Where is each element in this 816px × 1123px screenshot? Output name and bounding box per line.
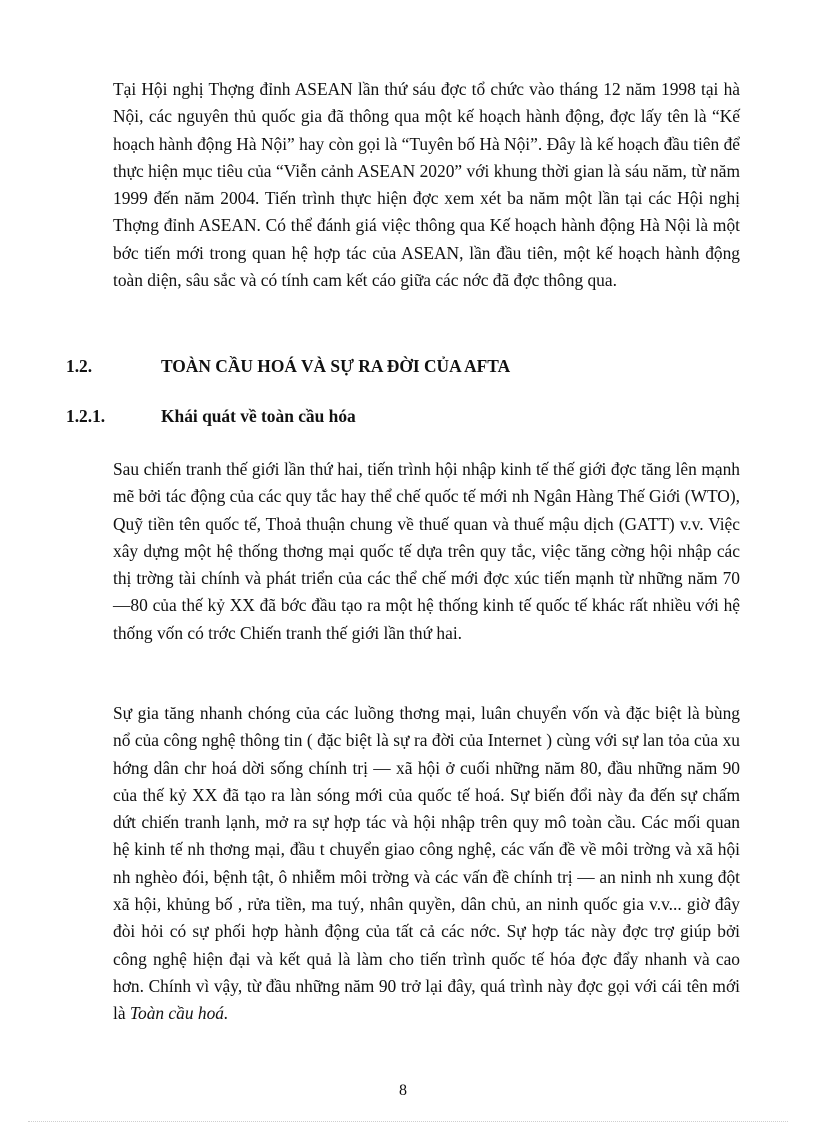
section-number-1-2: 1.2. xyxy=(66,356,93,376)
section-title-globalization-afta: TOÀN CẦU HOÁ VÀ SỰ RA ĐỜI CỦA AFTA xyxy=(161,356,511,376)
paragraph-globalization-drivers xyxy=(113,700,740,1028)
page-bottom-divider xyxy=(28,1121,788,1122)
emphasis-globalization-term: Toàn cầu hoá. xyxy=(129,1003,229,1024)
paragraph-post-war-integration-text: Sau chiến tranh thế giới lần thứ hai, tiến trình hội nhập kinh tế thế giới đợc tăng lên mạnh mẽ bởi tác động của các quy tắc hay thể chế quốc tế mới nh Ngân Hàng Thế Giới (WTO), Quỹ tiền tên quốc tế, Thoả thuận chung về thuế quan và thuế mậu dịch (GATT) v.v. Việc xây dựng một hệ thống thơng mại quốc tế dựa trên quy tắc, việc tăng cờng hội nhập các thị trờng tài chính và phát triển của các thể chế mới đợc xúc tiến mạnh từ những năm 70 —80 của thế kỷ XX đã bớc đầu tạo ra một hệ thống kinh tế quốc tế khác rất nhiều với hệ thống vốn có trớc Chiến tranh thế giới lần thứ hai. xyxy=(113,459,740,643)
subsection-title-globalization-overview: Khái quát về toàn cầu hóa xyxy=(161,406,356,426)
page-number: 8 xyxy=(399,1082,407,1099)
paragraph-post-war-integration xyxy=(113,456,740,647)
paragraph-globalization-drivers-text: Sự gia tăng nhanh chóng của các luồng thơng mại, luân chuyển vốn và đặc biệt là bùng nổ của công nghệ thông tin ( đặc biệt là sự ra đời của Internet ) cùng với sự lan tỏa của xu hớng dân chr hoá dời sống chính trị — xã hội ở cuối những năm 80, đầu những năm 90 của thế kỷ XX đã tạo ra làn sóng mới của quốc tế hoá. Sự biến đổi này đa đến sự chấm dứt chiến tranh lạnh, mở ra sự hợp tác và hội nhập trên quy mô toàn cầu. Các mối quan hệ kinh tế nh thơng mại, đầu t chuyển giao công nghệ, các vấn đề về môi trờng và xã hội nh nghèo đói, bệnh tật, ô nhiễm môi trờng và các vấn đề chính trị — an ninh nh xung đột xã hội, khủng bố , rửa tiền, ma tuý, nhân quyền, dân chủ, an ninh quốc gia v.v... giờ đây đòi hỏi có sự phối hợp hành động của tất cả các nớc. Sự hợp tác này đợc trợ giúp bởi công nghệ hiện đại và kết quả là làm cho tiến trình quốc tế hóa đợc đẩy nhanh và cao hơn. Chính vì vậy, từ đầu những năm 90 trở lại đây, quá trình này đợc gọi với cái tên mới là xyxy=(113,703,740,1024)
paragraph-hanoi-action-plan: Tại Hội nghị Thợng đỉnh ASEAN lần thứ sáu đợc tổ chức vào tháng 12 năm 1998 tại hà Nội, các nguyên thủ quốc gia đã thông qua một kế hoạch hành động, đợc lấy tên là “Kế hoạch hành động Hà Nội” hay còn gọi là “Tuyên bố Hà Nội”. Đây là kế hoạch đầu tiên để thực hiện mục tiêu của “Viễn cảnh ASEAN 2020” với khung thời gian là sáu năm, từ năm 1999 đến năm 2004. Tiến trình thực hiện đợc xem xét ba năm một lần tại các Hội nghị Thợng đỉnh ASEAN. Có thể đánh giá việc thông qua Kế hoạch hành động Hà Nội là một bớc tiến mới trong quan hệ hợp tác của ASEAN, lần đầu tiên, một kế hoạch hành động toàn diện, sâu sắc và có tính cam kết cáo giữa các nớc đã đợc thông qua. xyxy=(113,79,740,291)
subsection-number-1-2-1: 1.2.1. xyxy=(66,406,106,426)
